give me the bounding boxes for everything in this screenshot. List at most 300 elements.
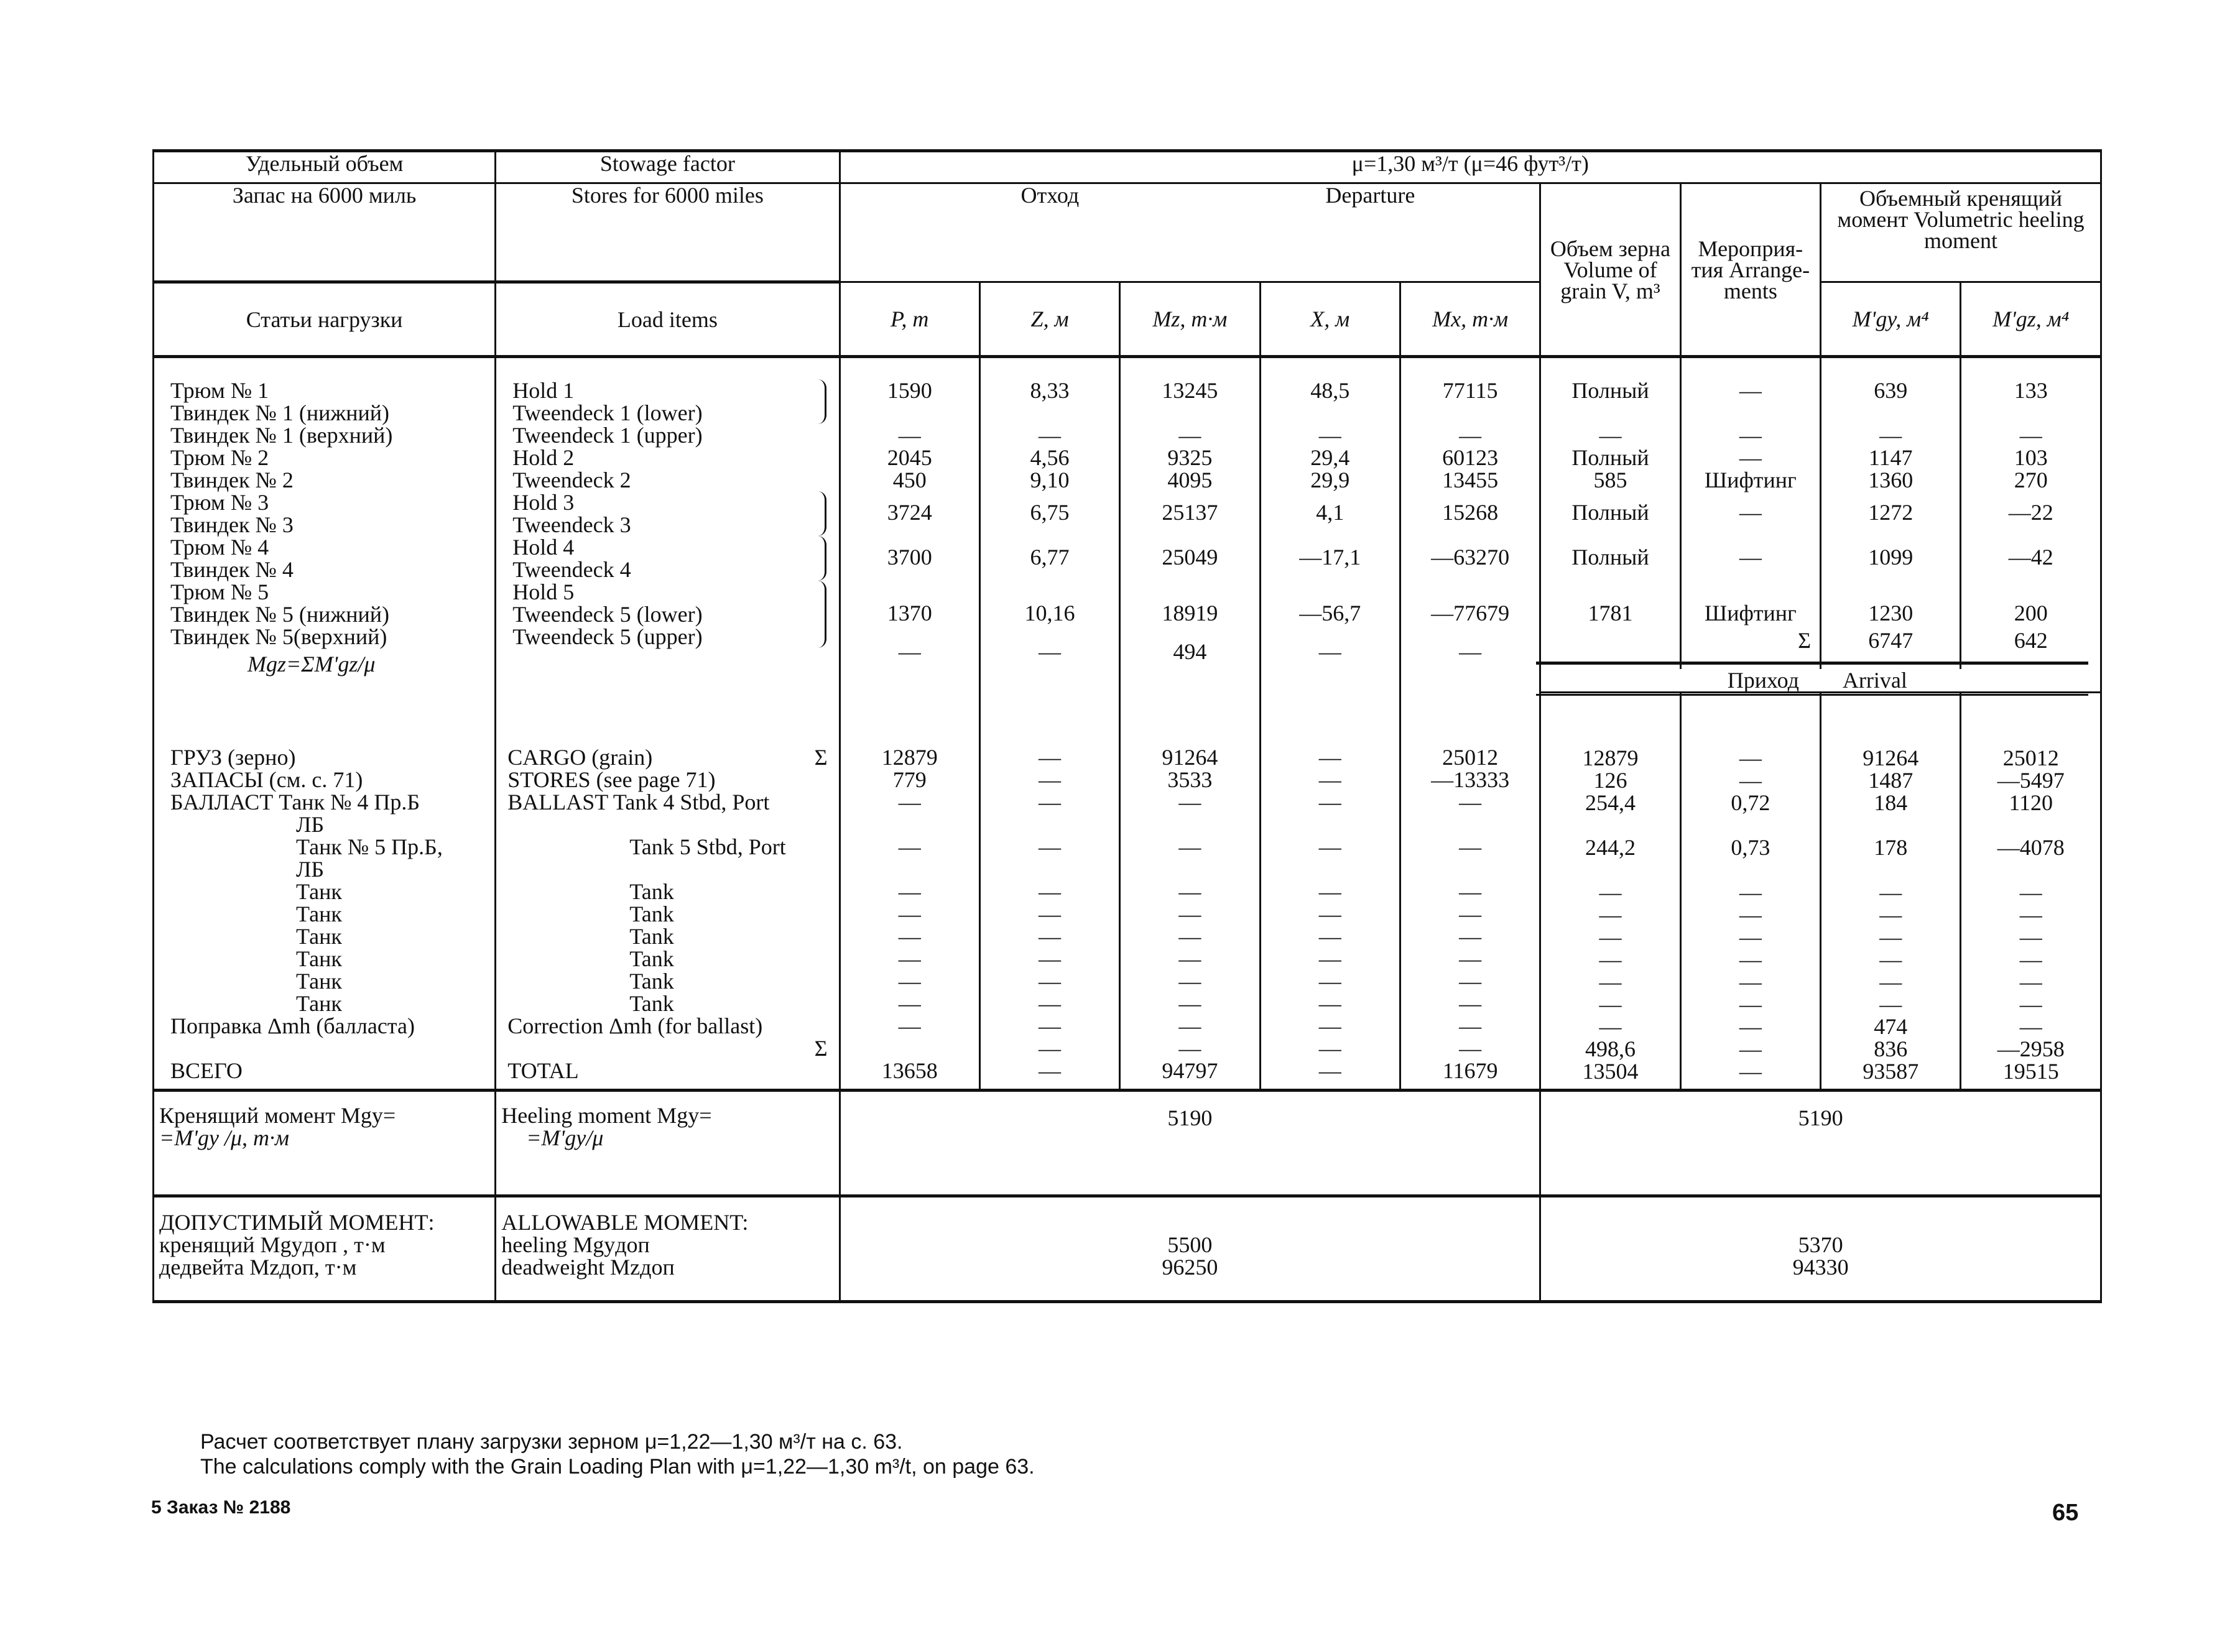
sum-mgy: 6747: [1868, 628, 1914, 653]
grain-stability-table: [152, 149, 2102, 1303]
cargo-dep-mz-value: [1126, 858, 1254, 880]
hold-value-mz: 9325: [1167, 445, 1213, 470]
hold-value-mx: 77115: [1442, 378, 1498, 403]
cargo-dep-x-value: —: [1318, 789, 1341, 814]
hold-value-p: 1370: [887, 601, 932, 625]
cargo-arr-mx-value: —: [2019, 880, 2042, 905]
hold-name-ru: Трюм № 4: [170, 535, 269, 560]
cargo-arr-mz-value: [1826, 814, 1955, 836]
mgz-formula: Mgz=ΣM'gz/μ: [248, 652, 376, 676]
hold-name-ru: Твиндек № 4: [170, 557, 294, 582]
heeling-en-2: =M'gy/μ: [526, 1125, 604, 1150]
holds-dep-z: [979, 357, 1119, 693]
hold-value-mgy: 639: [1874, 378, 1908, 403]
cargo-dep-p-value: [846, 1037, 974, 1059]
hold-value-p: 450: [892, 468, 927, 492]
cargo-arr-z-value: 0,72: [1731, 790, 1770, 815]
sum-mgz: 642: [2014, 628, 2048, 653]
hold-value-p: 1590: [887, 378, 932, 403]
mgz-row-z: —: [1039, 639, 1062, 664]
cargo-arr-mz-value: —: [1879, 902, 1902, 927]
cargo-arr-mz-value: 93587: [1863, 1059, 1919, 1084]
group-brace: [818, 491, 826, 536]
hold-value-arr: —: [1739, 378, 1762, 403]
cargo-dep-p-value: —: [898, 946, 921, 971]
hold-name-ru: Твиндек № 5(верхний): [170, 624, 387, 649]
cargo-dep-mz-value: —: [1178, 968, 1201, 994]
hold-name-ru: Твиндек № 1 (нижний): [170, 400, 390, 425]
cargo-dep-x-value: —: [1318, 968, 1341, 994]
cargo-dep-mz-value: 94797: [1162, 1058, 1218, 1083]
hold-name-en: Tweendeck 5 (upper): [512, 624, 703, 649]
group-brace: [818, 379, 826, 424]
cargo-arr-p-value: —: [1599, 1014, 1622, 1039]
hold-value-mgz: 200: [2014, 601, 2048, 625]
cargo-arr-p-value: 244,2: [1585, 835, 1636, 860]
cargo-item-ru: Танк: [296, 923, 342, 949]
hold-value-mgz: —42: [2008, 545, 2053, 570]
cargo-dep-mz-value: —: [1178, 1013, 1201, 1038]
stores-label-ru: Запас на 6000 миль: [154, 183, 496, 282]
cargo-arr-mz-value: 184: [1874, 790, 1908, 815]
col-mgz: M'gz, м⁴: [1961, 282, 2101, 357]
cargo-arr-p-value: —: [1599, 947, 1622, 972]
specific-volume-label: Удельный объем: [154, 151, 496, 183]
cargo-dep-mz-value: [1126, 813, 1254, 836]
cargo-dep-z: [979, 693, 1119, 1091]
allowable-arr-heeling: 5370: [1798, 1232, 1843, 1257]
allowable-ru-1: ДОПУСТИМЫЙ МОМЕНТ:: [159, 1210, 435, 1235]
cargo-arr-mx-value: —: [2019, 902, 2042, 927]
hold-value-arr: —: [1739, 445, 1762, 470]
departure-heading: [841, 184, 1540, 206]
heeling-en: [496, 1091, 840, 1196]
cargo-arr-z-value: —: [1739, 768, 1762, 793]
cargo-item-ru: Танк: [296, 968, 342, 994]
departure-en: Departure: [1325, 183, 1415, 208]
cargo-item-en: Tank: [629, 923, 674, 949]
cargo-arr-p-value: 254,4: [1585, 790, 1636, 815]
hold-name-en: Hold 1: [512, 378, 575, 403]
hold-name-en: Tweendeck 4: [512, 557, 631, 582]
cargo-item-en: [507, 813, 833, 836]
hold-value-arr: —: [1739, 500, 1762, 525]
cargo-dep-p-value: 779: [892, 767, 927, 792]
hold-value-mgy: 1230: [1868, 601, 1914, 625]
footnote-en: The calculations comply with the Grain Loading Plan with μ=1,22—1,30 m³/t, on page 63.: [200, 1455, 1035, 1479]
hold-value-v: 1781: [1588, 601, 1633, 625]
holds-arrangements: [1680, 357, 1820, 693]
cargo-item-en: STORES (see page 71): [507, 767, 716, 792]
cargo-dep-p-value: —: [898, 879, 921, 904]
col-mgy: M'gy, м⁴: [1821, 282, 1961, 357]
cargo-dep-x-value: —: [1318, 1035, 1341, 1061]
hold-value-mx: —63270: [1431, 545, 1510, 570]
cargo-dep-mx-value: —: [1459, 789, 1482, 814]
hold-value-v: 585: [1593, 468, 1627, 492]
cargo-dep-mx-value: —: [1459, 1013, 1482, 1038]
hold-value-z: 4,56: [1030, 445, 1070, 470]
cargo-arr-mx-value: 25012: [2002, 745, 2059, 770]
cargo-dep-mz-value: —: [1178, 789, 1201, 814]
hold-value-mgz: 270: [2014, 468, 2048, 492]
cargo-arr-z-value: [1687, 859, 1815, 881]
cargo-item-ru: Поправка Δmh (балласта): [170, 1013, 415, 1038]
mgz-row-x: —: [1318, 639, 1341, 664]
cargo-dep-x-value: —: [1318, 1058, 1341, 1083]
cargo-arr-mz-value: —: [1879, 880, 1902, 905]
hold-name-ru: Трюм № 5: [170, 579, 269, 604]
cargo-arr-mz-value: 178: [1874, 835, 1908, 860]
hold-value-mz: 4095: [1167, 468, 1213, 492]
cargo-dep-z-value: —: [1039, 789, 1062, 814]
cargo-dep-z-value: —: [1039, 879, 1062, 904]
hold-value-p: —: [898, 423, 921, 448]
cargo-item-ru: Танк: [296, 879, 342, 904]
hold-name-en: Tweendeck 5 (lower): [512, 602, 703, 627]
cargo-arr-z-value: —: [1739, 880, 1762, 905]
cargo-arr-mz-value: 836: [1874, 1036, 1908, 1061]
hold-name-ru: Трюм № 1: [170, 378, 269, 403]
hold-value-z: 10,16: [1024, 601, 1075, 625]
total-sigma: Σ: [814, 1035, 828, 1061]
hold-value-mgz: 133: [2014, 378, 2048, 403]
hold-name-ru: Трюм № 3: [170, 490, 269, 515]
cargo-dep-z-value: —: [1039, 901, 1062, 926]
arrival-ru: Приход: [1727, 668, 1799, 693]
cargo-item-en: Tank: [629, 968, 674, 994]
arrival-rule-2: [1536, 694, 2088, 696]
cargo-dep-mz-value: —: [1178, 1035, 1201, 1061]
heeling-ru-1: Кренящий момент Mgy=: [159, 1103, 396, 1128]
heeling-ru: [154, 1091, 496, 1196]
hold-value-x: 29,9: [1310, 468, 1350, 492]
hold-name-ru: Твиндек № 3: [170, 512, 294, 537]
cargo-dep-z-value: —: [1039, 946, 1062, 971]
hold-value-mgy: —: [1879, 423, 1902, 448]
cargo-arr-p-value: 13504: [1582, 1059, 1639, 1084]
cargo-dep-x-value: —: [1318, 923, 1341, 949]
cargo-arr-p-value: —: [1599, 925, 1622, 949]
cargo-item-ru: [170, 1037, 489, 1059]
cargo-item-en: Tank: [629, 879, 674, 904]
hold-value-x: 4,1: [1316, 500, 1344, 525]
cargo-arr-mz-value: —: [1879, 925, 1902, 949]
cargo-dep-z-value: —: [1039, 744, 1062, 770]
hold-value-p: 3724: [887, 500, 932, 525]
hold-value-mgy: 1272: [1868, 500, 1914, 525]
hold-name-en: Hold 4: [512, 535, 575, 560]
cargo-item-ru: ЗАПАСЫ (см. с. 71): [170, 767, 363, 792]
cargo-arr-p-value: —: [1599, 992, 1622, 1017]
hold-value-v: —: [1599, 423, 1622, 448]
heeling-arr-value: 5190: [1540, 1091, 2101, 1196]
group-brace: [818, 581, 826, 648]
cargo-item-en: Correction Δmh (for ballast): [507, 1013, 763, 1038]
allowable-ru-2: кренящий Mgyдоп , т·м: [159, 1232, 386, 1257]
cargo-arr-z-value: —: [1739, 1014, 1762, 1039]
cargo-arr-mz-value: 474: [1874, 1014, 1908, 1039]
cargo-arr-z-value: —: [1739, 947, 1762, 972]
cargo-dep-z-value: —: [1039, 1058, 1062, 1083]
cargo-item-en: [507, 858, 833, 880]
cargo-arr-mx-value: —2958: [1997, 1036, 2065, 1061]
hold-name-en: Tweendeck 3: [512, 512, 631, 537]
cargo-dep-mx-value: [1406, 858, 1534, 880]
cargo-item-en: Tank: [629, 946, 674, 971]
cargo-arr-z-value: —: [1739, 969, 1762, 994]
stowage-factor-label: Stowage factor: [496, 151, 840, 183]
cargo-dep-mx-value: —: [1459, 968, 1482, 994]
cargo-dep-p: [840, 693, 979, 1091]
cargo-dep-mx-value: —: [1459, 990, 1482, 1016]
cargo-arr-p-value: 126: [1593, 768, 1627, 793]
departure-ru: Отход: [1020, 183, 1080, 208]
hold-value-v: Полный: [1571, 545, 1649, 570]
hold-value-mz: —: [1178, 423, 1201, 448]
cargo-arr-mz-value: [1826, 859, 1955, 881]
cargo-dep-z-value: [986, 858, 1114, 880]
group-brace: [818, 536, 826, 581]
cargo-item-ru: ЛБ: [296, 811, 325, 837]
cargo-item-en: Tank 5 Stbd, Port: [629, 834, 786, 859]
mgz-row-p: —: [898, 639, 921, 664]
hold-value-arr: Шифтинг: [1704, 601, 1797, 625]
cargo-item-en: BALLAST Tank 4 Stbd, Port: [507, 789, 770, 814]
cargo-dep-mx-value: 11679: [1442, 1058, 1498, 1083]
cargo-arr-z-value: —: [1739, 925, 1762, 949]
cargo-dep-mz-value: —: [1178, 946, 1201, 971]
cargo-item-ru: Танк: [296, 990, 342, 1016]
mgz-row-mx: —: [1459, 639, 1482, 664]
hold-value-arr: —: [1739, 545, 1762, 570]
mgz-row-mz: 494: [1173, 639, 1207, 664]
hold-value-x: 48,5: [1310, 378, 1350, 403]
cargo-arr-mx-value: —: [2019, 925, 2042, 949]
hold-name-en: Tweendeck 2: [512, 468, 631, 492]
cargo-dep-mx-value: —: [1459, 879, 1482, 904]
hold-value-v: Полный: [1571, 378, 1649, 403]
hold-value-arr: —: [1739, 423, 1762, 448]
cargo-item-en: Tank: [629, 901, 674, 926]
col-x: X, м: [1260, 282, 1400, 357]
hold-value-mgy: 1360: [1868, 468, 1914, 492]
cargo-dep-x-value: —: [1318, 834, 1341, 859]
hold-name-ru: Твиндек № 5 (нижний): [170, 602, 390, 627]
cargo-arr-z-value: —: [1739, 1036, 1762, 1061]
cargo-sigma: Σ: [814, 744, 828, 770]
cargo-dep-p-value: —: [898, 1013, 921, 1038]
cargo-arr-p-value: —: [1599, 902, 1622, 927]
hold-value-mx: —77679: [1431, 601, 1510, 625]
cargo-dep-x-value: [1266, 858, 1394, 880]
hold-value-mgy: 1099: [1868, 545, 1914, 570]
holds-mgy: [1821, 357, 1961, 693]
col-mx: Mx, т·м: [1400, 282, 1540, 357]
cargo-dep-z-value: —: [1039, 1035, 1062, 1061]
cargo-arr-z-value: 0,73: [1731, 835, 1770, 860]
cargo-dep-p-value: —: [898, 923, 921, 949]
cargo-arr-p-value: 12879: [1582, 745, 1639, 770]
volumetric-moment-header: Объемный кренящий момент Volumetric heeling moment: [1821, 183, 2101, 282]
load-items-en: Load items: [496, 282, 840, 357]
cargo-item-en: [507, 1037, 833, 1059]
cargo-arr-mz-value: 1487: [1868, 768, 1914, 793]
cargo-dep-z-value: —: [1039, 990, 1062, 1016]
cargo-arr-p-value: —: [1599, 969, 1622, 994]
cargo-arr-mx-value: —: [2019, 947, 2042, 972]
hold-value-mz: 25049: [1162, 545, 1218, 570]
cargo-item-ru: Танк № 5 Пр.Б,: [296, 834, 443, 859]
hold-value-x: 29,4: [1310, 445, 1350, 470]
cargo-arr-z-value: [1687, 814, 1815, 836]
col-z: Z, м: [979, 282, 1119, 357]
cargo-dep-x-value: —: [1318, 946, 1341, 971]
heeling-dep-value: 5190: [840, 1091, 1540, 1196]
hold-value-p: 3700: [887, 545, 932, 570]
cargo-dep-mx-value: —: [1459, 1035, 1482, 1061]
cargo-dep-z-value: —: [1039, 1013, 1062, 1038]
arrival-en: Arrival: [1842, 668, 1907, 693]
cargo-dep-z-value: —: [1039, 968, 1062, 994]
hold-value-mgz: —: [2019, 423, 2042, 448]
cargo-arr-mx-value: 1120: [2009, 790, 2053, 815]
cargo-arr-mx-value: [1966, 814, 2095, 836]
cargo-arr-p-value: 498,6: [1585, 1036, 1636, 1061]
cargo-item-en: Tank: [629, 990, 674, 1016]
cargo-arr-z-value: —: [1739, 1059, 1762, 1084]
cargo-dep-z-value: —: [1039, 767, 1062, 792]
holds-dep-x: [1260, 357, 1400, 693]
holds-dep-mz: [1120, 357, 1260, 693]
hold-value-mz: 18919: [1162, 601, 1218, 625]
cargo-en-cell: [496, 693, 840, 1091]
volume-grain-header: Объем зерна Volume of grain V, m³: [1540, 183, 1680, 357]
hold-name-en: Hold 2: [512, 445, 575, 470]
page-number: 65: [2052, 1500, 2079, 1526]
hold-value-x: —17,1: [1299, 545, 1361, 570]
cargo-dep-x-value: —: [1318, 1013, 1341, 1038]
allowable-ru: [154, 1196, 496, 1302]
hold-value-z: 8,33: [1030, 378, 1070, 403]
cargo-dep-mz-value: —: [1178, 923, 1201, 949]
load-items-ru: Статьи нагрузки: [154, 282, 496, 357]
cargo-arr-mx-value: —: [2019, 992, 2042, 1017]
cargo-dep-p-value: —: [898, 990, 921, 1016]
holds-en-cell: [496, 357, 840, 693]
cargo-dep-z-value: —: [1039, 923, 1062, 949]
heeling-ru-2: =M'gy /μ, т·м: [159, 1125, 290, 1150]
cargo-dep-x-value: —: [1318, 767, 1341, 792]
cargo-arr-mz: [1821, 693, 1961, 1091]
hold-value-x: —: [1318, 423, 1341, 448]
cargo-dep-x-value: —: [1318, 901, 1341, 926]
allowable-en: [496, 1196, 840, 1302]
cargo-arr-mx-value: [1966, 859, 2095, 881]
cargo-arr-z-value: —: [1739, 992, 1762, 1017]
cargo-arr-z-value: —: [1739, 902, 1762, 927]
hold-value-mz: 13245: [1162, 378, 1218, 403]
hold-name-en: Hold 5: [512, 579, 575, 604]
hold-value-z: —: [1039, 423, 1062, 448]
stores-label-en: Stores for 6000 miles: [496, 183, 840, 282]
cargo-arr-mz-value: 91264: [1863, 745, 1919, 770]
hold-value-v: Полный: [1571, 445, 1649, 470]
hold-value-p: 2045: [887, 445, 932, 470]
allowable-arr-deadweight: 94330: [1792, 1255, 1849, 1280]
cargo-dep-p-value: [846, 813, 974, 836]
cargo-arr-p-value: [1546, 814, 1674, 836]
cargo-dep-p-value: —: [898, 968, 921, 994]
cargo-dep-mx-value: 25012: [1442, 744, 1499, 770]
cargo-arr-p: [1540, 693, 1680, 1091]
col-p: P, т: [840, 282, 979, 357]
cargo-dep-mz-value: —: [1178, 990, 1201, 1016]
footnote-ru: Расчет соответствует плану загрузки зерном μ=1,22—1,30 м³/т на с. 63.: [200, 1430, 903, 1454]
hold-name-ru: Твиндек № 2: [170, 468, 294, 492]
cargo-item-ru: ВСЕГО: [170, 1058, 243, 1083]
hold-value-z: 6,77: [1030, 545, 1070, 570]
cargo-dep-z-value: [986, 813, 1114, 836]
hold-value-v: Полный: [1571, 500, 1649, 525]
hold-value-mgy: 1147: [1868, 445, 1913, 470]
cargo-dep-mz-value: —: [1178, 879, 1201, 904]
cargo-dep-mx: [1400, 693, 1540, 1091]
cargo-arr-mx: [1961, 693, 2101, 1091]
cargo-item-ru: ГРУЗ (зерно): [170, 744, 296, 770]
hold-value-x: —56,7: [1299, 601, 1361, 625]
cargo-dep-p-value: [846, 858, 974, 880]
allowable-dep: [840, 1196, 1540, 1302]
cargo-dep-mz-value: 91264: [1162, 744, 1218, 770]
cargo-arr-mz-value: —: [1879, 947, 1902, 972]
hold-name-ru: Твиндек № 1 (верхний): [170, 423, 393, 448]
holds-mgz: [1961, 357, 2101, 693]
cargo-dep-mz-value: —: [1178, 834, 1201, 859]
hold-value-mz: 25137: [1162, 500, 1218, 525]
allowable-en-1: ALLOWABLE MOMENT:: [501, 1210, 749, 1235]
hold-value-mx: 15268: [1442, 500, 1499, 525]
cargo-item-ru: ЛБ: [296, 856, 325, 882]
holds-ru-cell: [154, 357, 496, 693]
hold-name-en: Tweendeck 1 (upper): [512, 423, 703, 448]
holds-dep-mx: [1400, 357, 1540, 693]
cargo-dep-mx-value: —: [1459, 923, 1482, 949]
cargo-dep-mz-value: 3533: [1167, 767, 1213, 792]
hold-name-en: Hold 3: [512, 490, 575, 515]
cargo-dep-z-value: —: [1039, 834, 1062, 859]
cargo-item-ru: Танк: [296, 901, 342, 926]
cargo-dep-x-value: —: [1318, 990, 1341, 1016]
col-mz: Mz, т·м: [1120, 282, 1260, 357]
allowable-en-2: heeling Mgyдоп: [501, 1232, 650, 1257]
cargo-dep-p-value: —: [898, 901, 921, 926]
cargo-dep-x-value: [1266, 813, 1394, 836]
cargo-dep-p-value: 13658: [881, 1058, 938, 1083]
cargo-dep-mx-value: —13333: [1431, 767, 1510, 792]
hold-name-ru: Трюм № 2: [170, 445, 269, 470]
cargo-item-en: CARGO (grain): [507, 744, 653, 770]
cargo-ru-cell: [154, 693, 496, 1091]
cargo-dep-x-value: —: [1318, 744, 1341, 770]
hold-value-z: 9,10: [1030, 468, 1070, 492]
hold-name-en: Tweendeck 1 (lower): [512, 400, 703, 425]
allowable-ru-3: дедвейта Mzдоп, т·м: [159, 1255, 357, 1280]
arrangements-header: Мероприя-тия Arrange-ments: [1680, 183, 1820, 357]
cargo-arr-p-value: [1546, 859, 1674, 881]
cargo-arr-p-value: —: [1599, 880, 1622, 905]
hold-value-z: 6,75: [1030, 500, 1070, 525]
